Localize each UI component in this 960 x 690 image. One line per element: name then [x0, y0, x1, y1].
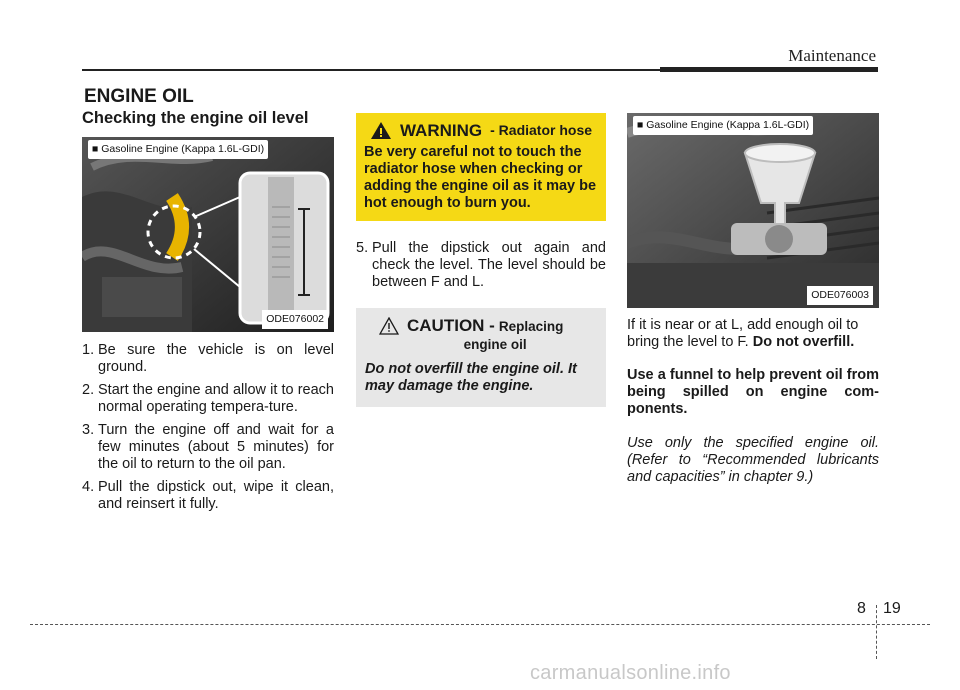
footer-rule: [30, 624, 930, 625]
photo-tag: ■ Gasoline Engine (Kappa 1.6L-GDI): [633, 116, 813, 135]
caution-heading: [365, 317, 597, 353]
caution-body: Do not overfill the engine oil. It may damage the engine.: [365, 361, 577, 394]
page-number: 19: [883, 600, 901, 617]
list-item: 4. Pull the dipstick out, wipe it clean, and reinsert it fully.: [82, 479, 334, 512]
warning-body: Be very careful not to touch the radiator hose when checking or adding the engine oil as it may be hot enough to burn you.: [364, 144, 597, 211]
warning-title: WARNING: [399, 121, 483, 140]
list-item: 1. Be sure the vehicle is on level ground.: [82, 342, 334, 375]
column-middle: [356, 113, 606, 407]
page-number-separator: [876, 605, 877, 659]
caution-triangle-icon: [379, 317, 399, 335]
warning-heading: [364, 121, 598, 140]
section-subhead: Checking the engine oil level: [82, 109, 309, 127]
steps-list: [82, 342, 334, 513]
caution-title: CAUTION -: [407, 316, 495, 335]
engine-dipstick-illustration: [82, 137, 334, 332]
paragraph-spec-oil: Use only the specified engine oil. (Refer to “Recommended lubricants and capacities” in chapter 9.): [627, 435, 879, 485]
caution-subtitle-line2: engine oil: [463, 337, 527, 352]
warning-box: [356, 113, 606, 221]
page-title: ENGINE OIL: [84, 86, 194, 107]
photo-caption: ODE076002: [262, 310, 328, 329]
section-header: Maintenance: [788, 46, 876, 65]
warning-subtitle: - Radiator hose: [490, 122, 593, 138]
list-item: 5. Pull the dipstick out again and check the level. The level should be between F and L.: [356, 240, 606, 290]
caution-box: [356, 308, 606, 407]
column-left: [82, 110, 334, 519]
paragraph-funnel: Use a funnel to help prevent oil from being spilled on engine com-ponents.: [627, 367, 879, 417]
photo-tag: ■ Gasoline Engine (Kappa 1.6L-GDI): [88, 140, 268, 159]
chapter-number: 8: [857, 600, 866, 617]
header-rule: [82, 69, 660, 71]
list-item: 2. Start the engine and allow it to reach normal operating tempera-ture.: [82, 382, 334, 415]
engine-photo-funnel: [627, 113, 879, 308]
watermark: carmanualsonline.info: [530, 662, 731, 684]
warning-triangle-icon: [370, 121, 392, 140]
photo-caption: ODE076003: [807, 286, 873, 305]
engine-funnel-illustration: [627, 113, 879, 308]
engine-photo-dipstick: [82, 137, 334, 332]
column-right: [627, 113, 879, 486]
header-rule-accent: [660, 67, 878, 72]
paragraph-level: If it is near or at L, add enough oil to bring the level to F. Do not overfill.: [627, 317, 859, 350]
list-item: 3. Turn the engine off and wait for a few minutes (about 5 minutes) for the oil to return to the oil pan.: [82, 422, 334, 472]
caution-subtitle: Replacing: [498, 319, 564, 334]
do-not-overfill-text: Do not overfill.: [752, 334, 855, 350]
